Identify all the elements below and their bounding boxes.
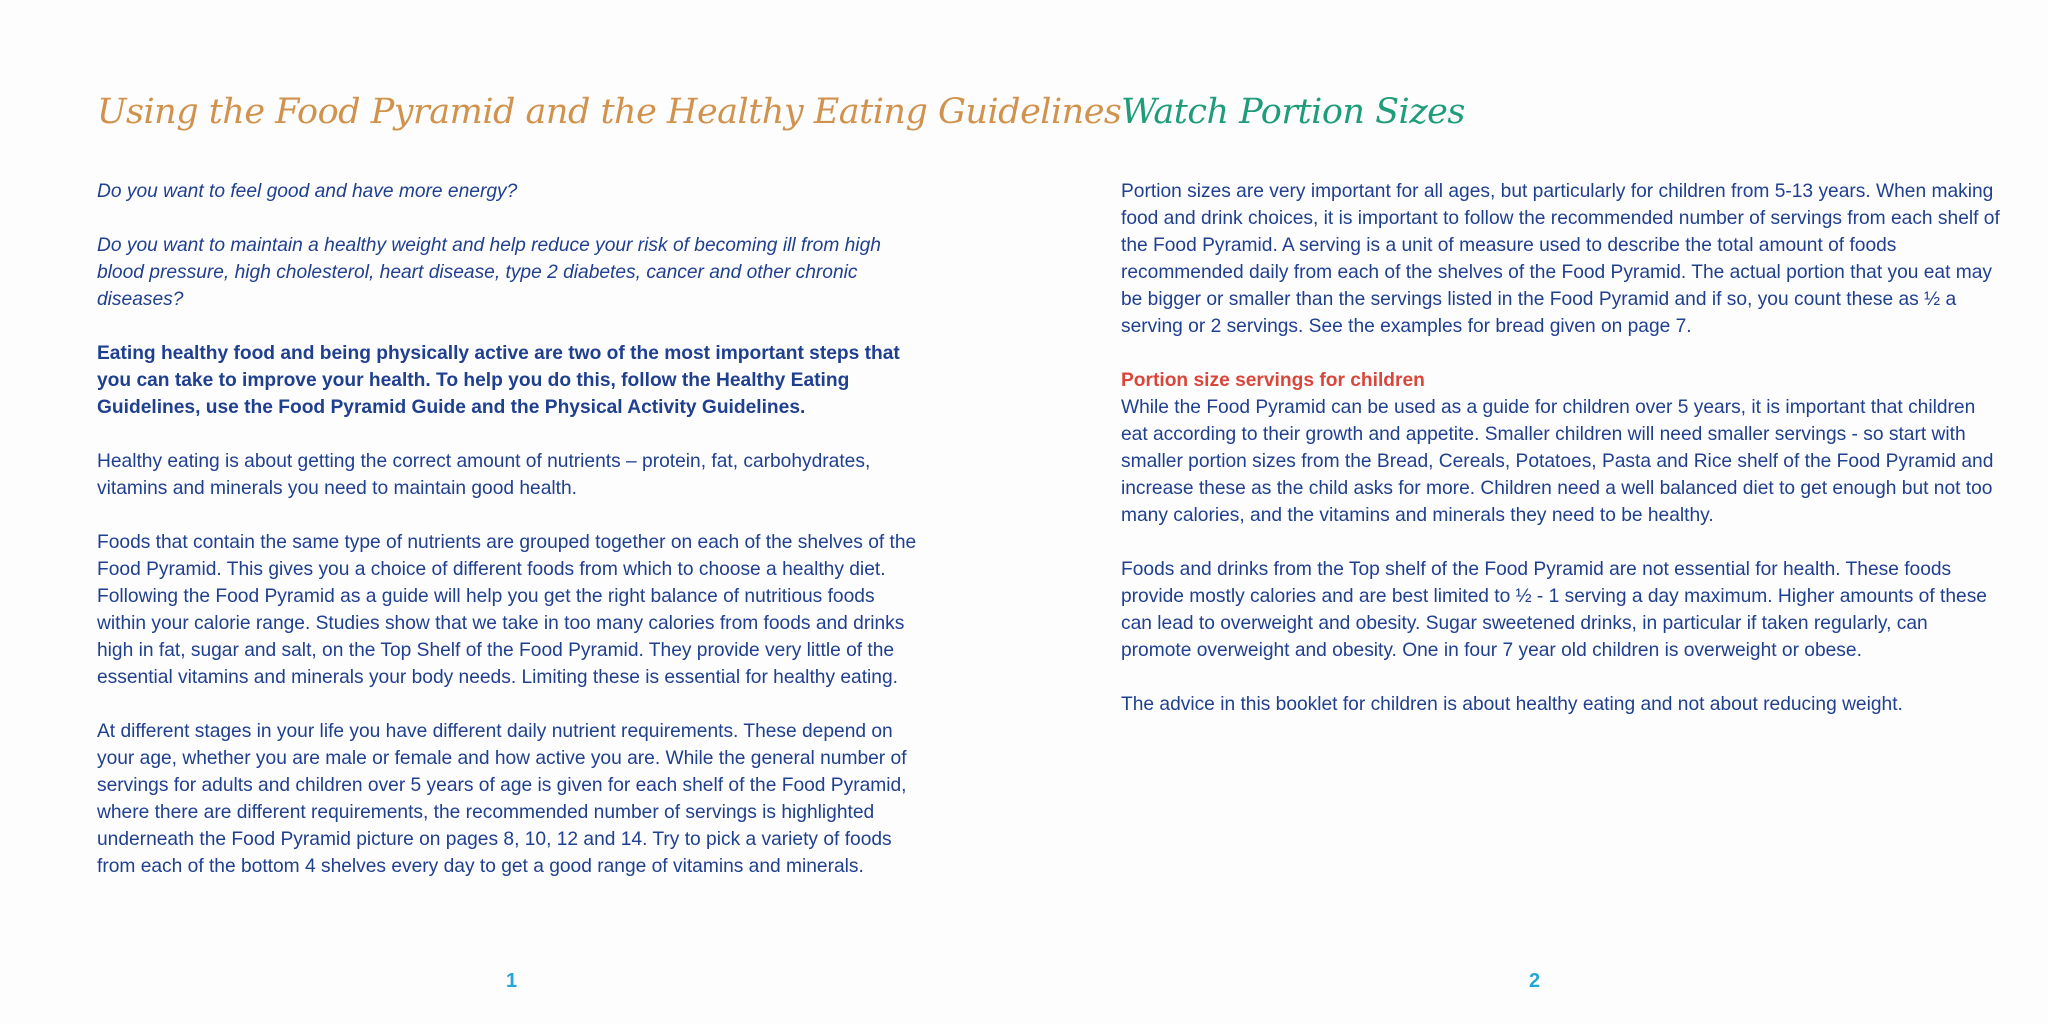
page-number: 1: [506, 970, 518, 992]
section-subheading: Portion size servings for children: [1121, 370, 1425, 391]
right-page-body: [1121, 178, 2001, 718]
children-portions-paragraph: While the Food Pyramid can be used as a guide for children over 5 years, it is important that children eat according to their growth and appetite. Smaller children will need smaller servings - so start with smaller portion sizes from the Bread, Cereals, Potatoes, Pasta and Rice shelf of the Food Pyramid and increase these as the child asks for more. Children need a well balanced diet to get enough but not too many calories, and the vitamins and minerals they need to be healthy.: [1121, 397, 1994, 526]
healthy-eating-paragraph: Healthy eating is about getting the correct amount of nutrients – protein, fat, carbohydrates, vitamins and minerals you need to maintain good health.: [97, 451, 871, 499]
right-page: [1024, 0, 2048, 1024]
portion-intro-paragraph: Portion sizes are very important for all ages, but particularly for children from 5-13 years. When making food and drink choices, it is important to follow the recommended number of servings from each shelf of the Food Pyramid. A serving is a unit of measure used to describe the total amount of foods recommended daily from each of the shelves of the Food Pyramid. The actual portion that you eat may be bigger or smaller than the servings listed in the Food Pyramid and if so, you count these as ½ a serving or 2 servings. See the examples for bread given on page 7.: [1121, 181, 2000, 337]
nutrient-requirements-paragraph: At different stages in your life you have different daily nutrient requirements. These depend on your age, whether you are male or female and how active you are. While the general number of servings for adults and children over 5 years of age is given for each shelf of the Food Pyramid, where there are different requirements, the recommended number of servings is highlighted underneath the Food Pyramid picture on pages 8, 10, 12 and 14. Try to pick a variety of foods from each of the bottom 4 shelves every day to get a good range of vitamins and minerals.: [97, 721, 907, 877]
question-energy: Do you want to feel good and have more energy?: [97, 181, 518, 202]
right-page-title: Watch Portion Sizes: [1121, 92, 1465, 132]
left-page-body: [97, 178, 927, 880]
food-groups-paragraph: Foods that contain the same type of nutrients are grouped together on each of the shelves of the Food Pyramid. This gives you a choice of different foods from which to choose a healthy diet. Following the Food Pyramid as a guide will help you get the right balance of nutritious foods within your calorie range. Studies show that we take in too many calories from foods and drinks high in fat, sugar and salt, on the Top Shelf of the Food Pyramid. They provide very little of the essential vitamins and minerals your body needs. Limiting these is essential for healthy eating.: [97, 532, 917, 688]
left-page-title: Using the Food Pyramid and the Healthy Eating Guidelines: [97, 92, 1122, 132]
key-message: Eating healthy food and being physically active are two of the most important steps that you can take to improve your health. To help you do this, follow the Healthy Eating Guidelines, use the Food Pyramid Guide and the Physical Activity Guidelines.: [97, 343, 900, 418]
page-number: 2: [1529, 970, 1541, 992]
top-shelf-paragraph: Foods and drinks from the Top shelf of the Food Pyramid are not essential for health. These foods provide mostly calories and are best limited to ½ - 1 serving a day maximum. Higher amounts of these can lead to overweight and obesity. Sugar sweetened drinks, in particular if taken regularly, can promote overweight and obesity. One in four 7 year old children is overweight or obese.: [1121, 559, 1987, 661]
advice-note: The advice in this booklet for children is about healthy eating and not about reducing weight.: [1121, 694, 1903, 715]
question-healthy-weight: Do you want to maintain a healthy weight and help reduce your risk of becoming ill from high blood pressure, high cholesterol, heart disease, type 2 diabetes, cancer and other chronic diseases?: [97, 235, 881, 310]
